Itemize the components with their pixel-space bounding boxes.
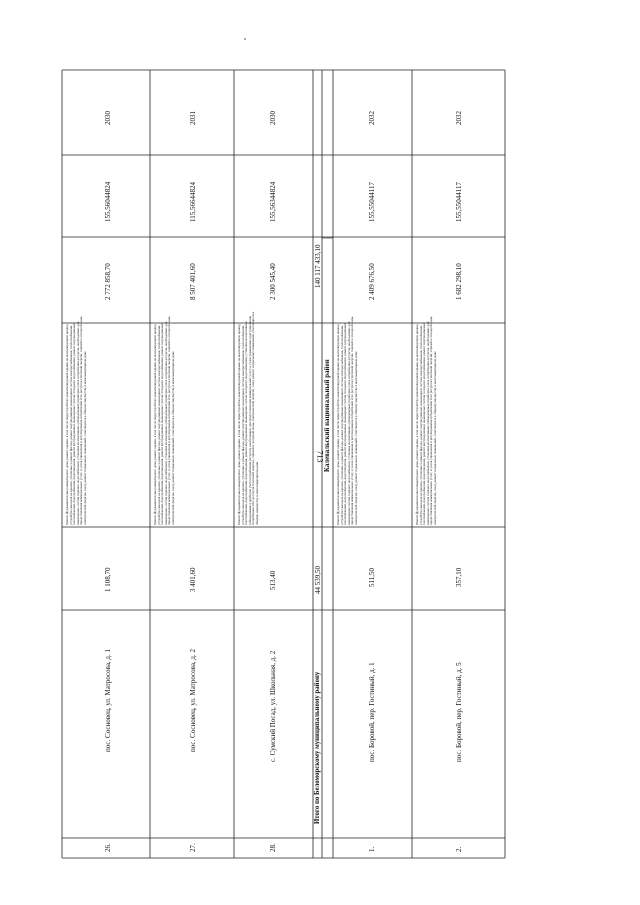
row-works-description: Ремонт фундаментов многоквартирного дома, ремонт крыши, в том числе переустройство невентилируемой крыши на вентилируемую крышу, устройство выходов на кровлю, утепление и ремонт фасада, ремонт внутридомовых инженерных систем электроснабжения, теплоснабжения, газоснабжения, водоснабжения, водоотведения, ремонт внутридомовых инженерных систем холодного водоснабжения, ремонт внутридомовых инженерных систем горячего водоснабжения, установка коллективных (общедомовых) приборов учета потребления ресурсов, необходимых для предоставления коммунальных услуг, и узлов управления и регулирования потребления этих ресурсов (тепловой энергии, горячей и холодной воды, электрической энергии, газа), ремонт подвальных помещений, относящихся к общему имуществу в многоквартирном доме: [153, 315, 175, 525]
row-number: 27.: [189, 843, 197, 852]
row-address: с. Сумский Посад, ул. Школьная, д. 2: [269, 650, 277, 762]
row-cost: 2 300 545,40: [269, 263, 277, 300]
row-rate: 155,56044824: [104, 181, 112, 222]
row-area: 513,40: [269, 570, 277, 590]
row-rate: 155,55044117: [368, 182, 376, 222]
section-title: Калевальский национальный район: [324, 359, 331, 472]
row-rate: 115,56644824: [189, 182, 197, 222]
row-address: пос. Боровой, пер. Гостиный, д. 5: [455, 662, 463, 762]
row-address: пос. Сосновец, ул. Матросова, д. 1: [104, 649, 112, 752]
row-cost: 1 682 298,10: [455, 263, 463, 300]
row-address: пос. Сосновец, ул. Матросова, д. 2: [189, 649, 197, 752]
row-year: 2032: [455, 111, 463, 125]
row-area: 1 108,70: [104, 567, 112, 592]
row-works-description: Ремонт фундаментов многоквартирного дома, ремонт крыши, в том числе переустройство невентилируемой крыши на вентилируемую крышу, устройство выходов на кровлю, утепление и ремонт фасада, ремонт внутридомовых инженерных систем электроснабжения, теплоснабжения, газоснабжения, водоснабжения, водоотведения, ремонт внутридомовых инженерных систем холодного водоснабжения, ремонт внутридомовых инженерных систем горячего водоснабжения, установка коллективных (общедомовых) приборов учета потребления ресурсов, необходимых для предоставления коммунальных услуг, и узлов управления и регулирования потребления этих ресурсов (тепловой энергии, горячей и холодной воды, электрической энергии, газа), ремонт подвальных помещений, относящихся к общему имуществу в многоквартирном доме: [336, 315, 358, 525]
row-area: 511,50: [368, 568, 376, 587]
row-works-description: Ремонт фундаментов многоквартирного дома, ремонт крыши, в том числе переустройство невентилируемой крыши на вентилируемую крышу, устройство выходов на кровлю, утепление и ремонт фасада, ремонт внутридомовых инженерных систем электроснабжения, теплоснабжения, газоснабжения, водоснабжения, водоотведения, ремонт внутридомовых инженерных систем холодного водоснабжения, ремонт внутридомовых инженерных систем горячего водоснабжения, установка коллективных (общедомовых) приборов учета потребления ресурсов, необходимых для предоставления коммунальных услуг, и узлов управления и регулирования потребления этих ресурсов (тепловой энергии, горячей и холодной воды, электрической энергии, газа), ремонт подвальных помещений, относящихся к общему имуществу в многоквартирном доме: [415, 315, 437, 525]
row-works-description: Ремонт фундаментов многоквартирного дома, ремонт крыши, в том числе переустройство невентилируемой крыши на вентилируемую крышу, устройство выходов на кровлю, утепление и ремонт фасада, ремонт внутридомовых инженерных систем электроснабжения, теплоснабжения, газоснабжения, водоснабжения, водоотведения, ремонт внутридомовых инженерных систем холодного водоснабжения, установка коллективных (общедомовых) приборов учета потребления ресурсов, необходимых для предоставления коммунальных услуг, и узлов управления и регулирования потребления этих ресурсов (тепловой энергии, горячей и холодной воды, электрической энергии, газа), ремонт подвальных помещений, относящихся к общему имуществу в многоквартирном доме: [237, 311, 259, 525]
total-label: Итого по Беломорскому муниципальному району: [314, 671, 321, 824]
row-cost: 2 409 676,50: [368, 263, 376, 300]
row-area: 3 401,60: [189, 567, 197, 592]
row-address: пос. Боровой, пер. Гостиный, д. 1: [368, 662, 376, 762]
row-cost: 2 772 858,70: [104, 263, 112, 300]
row-year: 2031: [189, 111, 197, 125]
row-number: 2.: [455, 846, 463, 852]
row-year: 2030: [104, 111, 112, 125]
row-number: 1.: [368, 846, 376, 852]
row-cost: 8 507 401,60: [189, 263, 197, 300]
row-rate: 155,56344824: [269, 181, 277, 222]
row-area: 357,10: [455, 567, 463, 587]
page-number: 713: [315, 450, 325, 463]
total-area: 44 539,50: [314, 566, 322, 594]
total-cost: 140 117 433,10: [314, 244, 322, 288]
row-number: 26.: [104, 843, 112, 852]
row-rate: 155,55044117: [455, 182, 463, 222]
row-year: 2032: [368, 111, 376, 125]
row-year: 2030: [269, 111, 277, 125]
row-works-description: Ремонт фундаментов многоквартирного дома, ремонт крыши, в том числе переустройство невентилируемой крыши на вентилируемую крышу, устройство выходов на кровлю, утепление и ремонт фасада, ремонт внутридомовых инженерных систем электроснабжения, теплоснабжения, газоснабжения, водоснабжения, водоотведения, ремонт внутридомовых инженерных систем холодного водоснабжения, ремонт внутридомовых инженерных систем горячего водоснабжения, установка коллективных (общедомовых) приборов учета потребления ресурсов, необходимых для предоставления коммунальных услуг, и узлов управления и регулирования потребления этих ресурсов (тепловой энергии, горячей и холодной воды, электрической энергии, газа), ремонт подвальных помещений, относящихся к общему имуществу в многоквартирном доме: [65, 315, 87, 525]
row-number: 28.: [269, 843, 277, 852]
